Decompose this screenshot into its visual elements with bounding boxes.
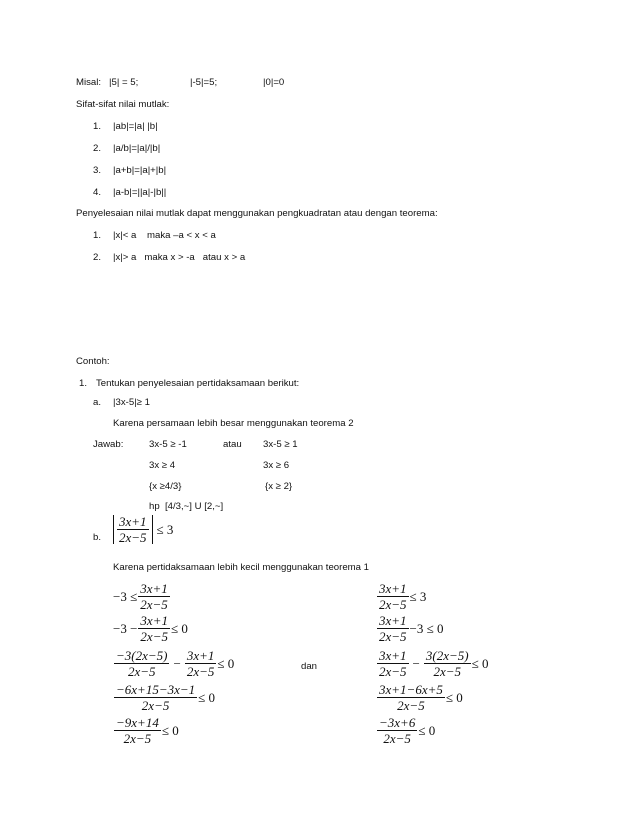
left-step-1: 3x-5 ≥ -1 [149,439,187,450]
fraction: $\frac{3x+1}{2x-5}$ [119,514,147,545]
hp-result: hp [4/3,~] U [2,~] [149,501,224,512]
fraction: $\frac{3x+1}{2x-5}$ [140,613,168,644]
part-b-note: Karena pertidaksamaan lebih kecil menggunakan teorema 1 [113,562,369,573]
part-a-problem: |3x-5|≥ 1 [113,397,150,408]
fraction: $\frac{3x+1}{2x-5}$ [186,648,215,679]
fraction: $\frac{-9x+14}{2x-5}$ [116,715,159,746]
right-ineq-step-5: $\frac{-3x+6}{2x-5}$ ≤ 0 [379,715,436,746]
contoh-heading: Contoh: [76,356,110,367]
misal-example-3: |0|=0 [263,77,285,88]
right-ineq-step-2: $\frac{3x+1}{2x-5}$ −3 ≤ 0 [379,613,444,644]
teorema-num-1: 1. [93,230,102,241]
right-ineq-step-4: $\frac{3x+1-6x+5}{2x-5}$ ≤ 0 [379,682,463,713]
question-number: 1. [79,378,88,389]
sifat-item-3: |a+b|=|a|+|b| [113,165,167,176]
dan-label: dan [301,661,318,672]
sifat-heading: Sifat-sifat nilai mutlak: [76,99,170,110]
left-ineq-step-4: $\frac{-6x+15-3x-1}{2x-5}$ ≤ 0 [116,682,216,713]
sifat-num-4: 4. [93,187,102,198]
penyelesaian-heading: Penyelesaian nilai mutlak dapat menggunakan pengkuadratan atau dengan teorema: [76,208,438,219]
right-step-2: 3x ≥ 6 [263,460,290,471]
sifat-item-4: |a-b|=||a|-|b|| [113,187,167,198]
jawab-label: Jawab: [93,439,124,450]
fraction: $\frac{-3x+6}{2x-5}$ [379,715,416,746]
fraction: $\frac{3x+1}{2x-5}$ [140,581,168,612]
sifat-item-1: |ab|=|a| |b| [113,121,158,132]
sifat-num-3: 3. [93,165,102,176]
left-ineq-step-1: −3 ≤ $\frac{3x+1}{2x-5}$ [113,581,168,612]
left-ineq-step-2: −3 − $\frac{3x+1}{2x-5}$ ≤ 0 [113,613,188,644]
left-ineq-step-5: $\frac{-9x+14}{2x-5}$ ≤ 0 [116,715,179,746]
teorema-num-2: 2. [93,252,102,263]
right-ineq-step-3: $\frac{3x+1}{2x-5}$ − $\frac{3(2x-5)}{2x-5}$ ≤ 0 [379,648,489,679]
misal-example-1: |5| = 5; [109,77,139,88]
fraction: $\frac{3x+1}{2x-5}$ [379,648,407,679]
fraction: $\frac{3x+1}{2x-5}$ [379,613,407,644]
atau-label: atau [223,439,242,450]
teorema-item-1: |x|< a maka –a < x < a [113,230,216,241]
fraction: $\frac{-3(2x-5)}{2x-5}$ [116,648,168,679]
sifat-item-2: |a/b|=|a|/|b| [113,143,161,154]
left-step-2: 3x ≥ 4 [149,460,176,471]
part-b-label: b. [93,532,102,543]
part-a-label: a. [93,397,102,408]
right-ineq-step-1: $\frac{3x+1}{2x-5}$ ≤ 3 [379,581,427,612]
left-ineq-step-3: $\frac{-3(2x-5)}{2x-5}$ − $\frac{3x+1}{2x-5}$ ≤ 0 [116,648,235,679]
part-a-note: Karena persamaan lebih besar menggunakan teorema 2 [113,418,354,429]
misal-label: Misal: [76,77,102,88]
right-step-1: 3x-5 ≥ 1 [263,439,298,450]
question-text: Tentukan penyelesaian pertidaksamaan berikut: [96,378,300,389]
misal-example-2: |-5|=5; [190,77,218,88]
fraction: $\frac{3(2x-5)}{2x-5}$ [425,648,469,679]
right-step-3: {x ≥ 2} [265,481,293,492]
fraction: $\frac{3x+1}{2x-5}$ [379,581,407,612]
sifat-num-2: 2. [93,143,102,154]
teorema-item-2: |x|> a maka x > -a atau x > a [113,252,246,263]
sifat-num-1: 1. [93,121,102,132]
fraction: $\frac{3x+1-6x+5}{2x-5}$ [379,682,443,713]
absolute-value-bars [113,515,153,544]
fraction: $\frac{-6x+15-3x-1}{2x-5}$ [116,682,196,713]
left-step-3: {x ≥4/3} [149,481,182,492]
part-b-problem: $\frac{3x+1}{2x-5}$ ≤ 3 [113,515,173,544]
